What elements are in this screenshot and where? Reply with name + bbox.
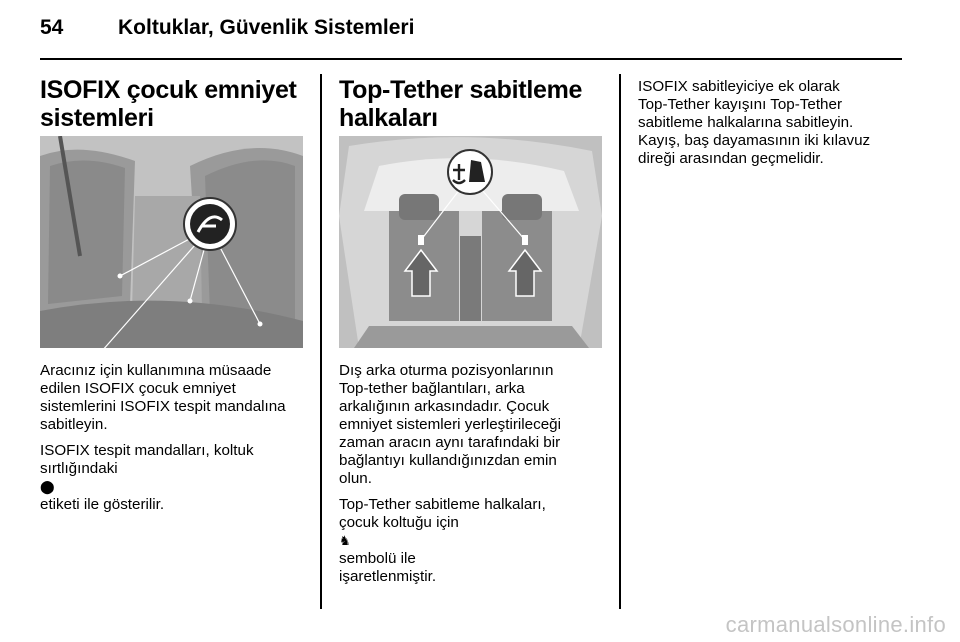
col2-paragraph-2: Top-Tether sabitleme halkaları, çocuk koltuğu için ♞ sembolü ile işaretlenmiştir. bbox=[339, 496, 561, 586]
col3-paragraph-1: ISOFIX sabitleyiciye ek olarak Top-Tether kayışını Top-Tether sabitleme halkalarına sabitleyin. Kayış, baş dayamasının iki kılavuz direği arasından geçmelidir. bbox=[638, 78, 871, 167]
child-seat-icon: ♞ bbox=[339, 533, 351, 548]
col1-paragraph-1: Aracınız için kullanımına müsaade edilen ISOFIX çocuk emniyet sistemlerini ISOFIX tespit mandalına sabitleyin. bbox=[40, 362, 286, 433]
col2-paragraph-1: Dış arka oturma pozisyonlarının Top-tether bağlantıları, arka arkalığının arkasındadır. Çocuk emniyet sistemleri yerleştirileceği zaman aracın aynı tarafındaki bir bağlantıyı kullandığınızdan emin olun. bbox=[339, 362, 561, 487]
col1-body bbox=[40, 362, 286, 522]
chapter-title: Koltuklar, Güvenlik Sistemleri bbox=[118, 16, 415, 39]
col3-body bbox=[638, 78, 870, 176]
col2-body bbox=[339, 362, 561, 594]
watermark: carmanualsonline.info bbox=[725, 612, 946, 637]
section-heading-top-tether: Top-Tether sabitleme halkaları bbox=[339, 76, 583, 132]
col1-paragraph-2: ISOFIX tespit mandalları, koltuk sırtlığındaki ⬤ etiketi ile gösterilir. bbox=[40, 442, 286, 514]
column-divider-1 bbox=[320, 74, 322, 609]
top-tether-trunk-illustration bbox=[339, 136, 602, 348]
header-divider bbox=[40, 58, 902, 60]
column-divider-2 bbox=[619, 74, 621, 609]
page-number: 54 bbox=[40, 16, 64, 39]
section-heading-isofix: ISOFIX çocuk emniyet sistemleri bbox=[40, 76, 297, 132]
isofix-seat-drawing bbox=[40, 136, 303, 348]
isofix-label-icon: ⬤ bbox=[40, 479, 55, 494]
isofix-seat-illustration bbox=[40, 136, 303, 348]
top-tether-trunk-drawing bbox=[339, 136, 602, 348]
